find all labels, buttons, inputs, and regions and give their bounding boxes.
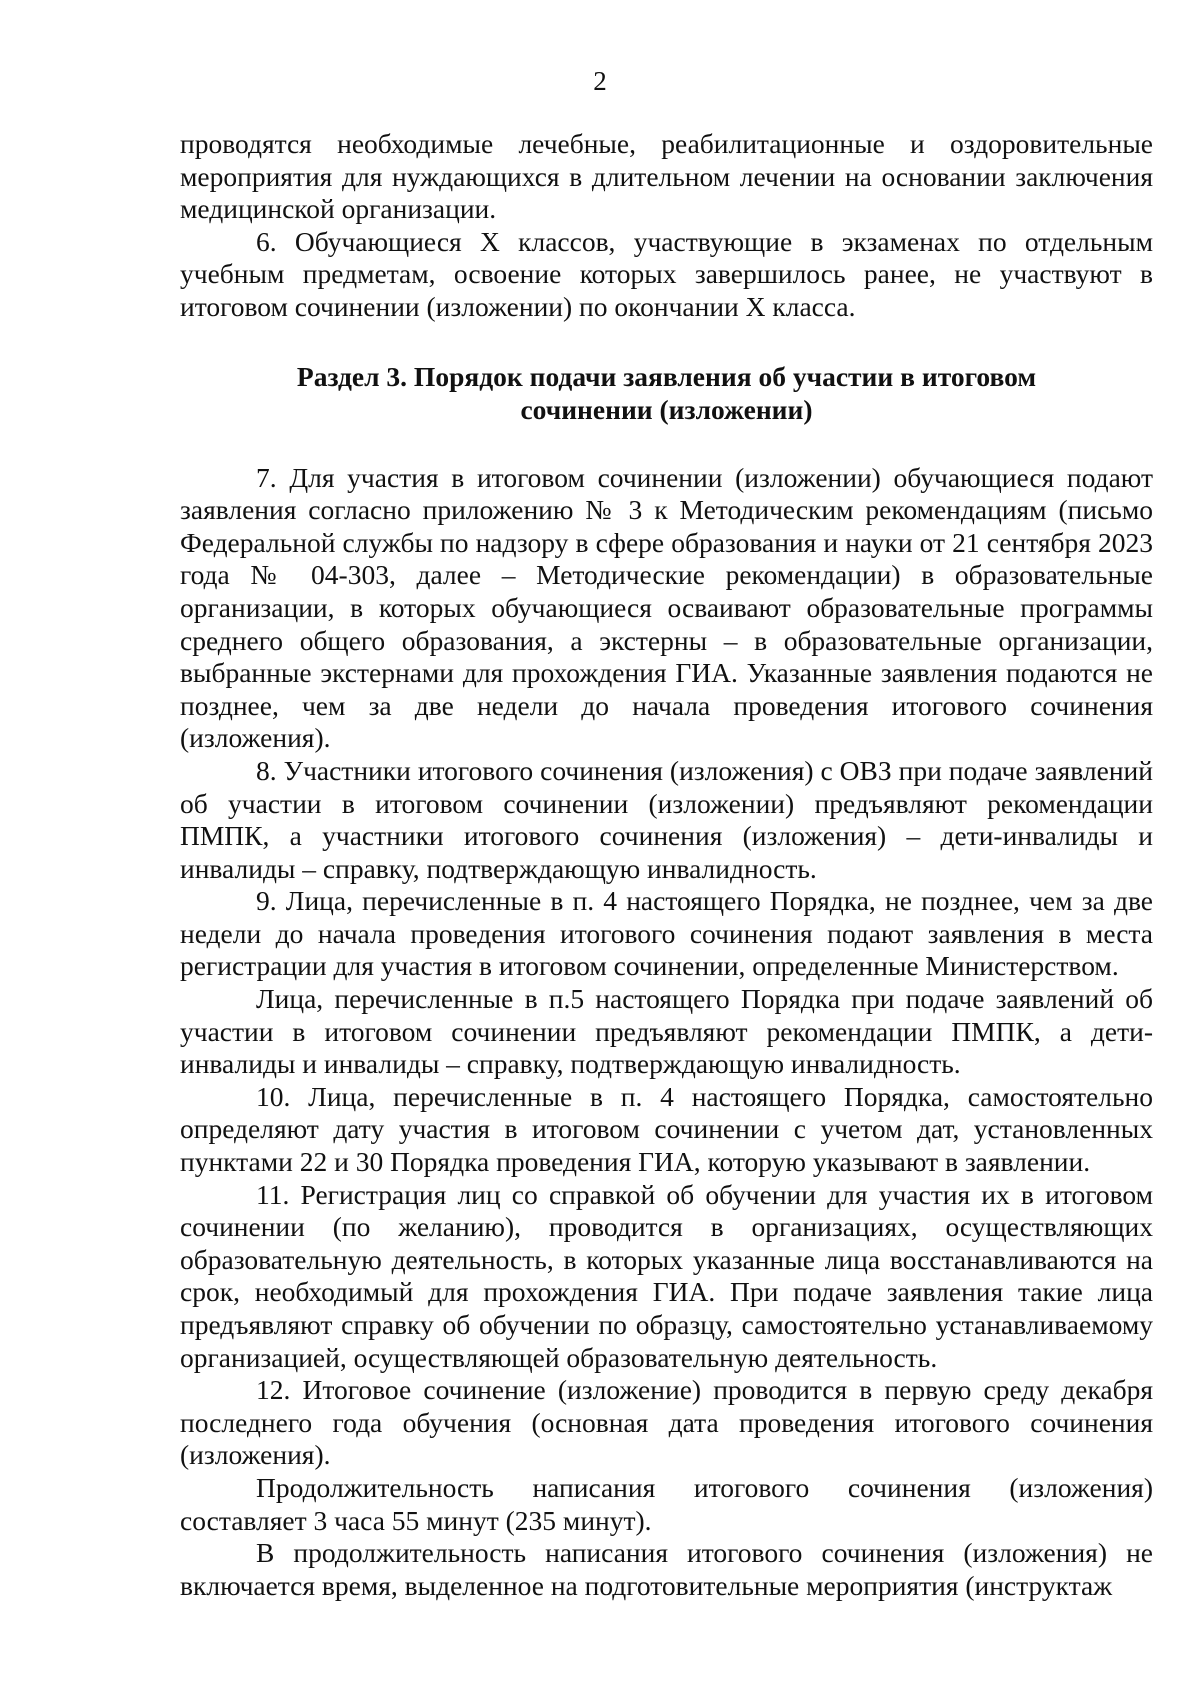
paragraph-6: 6. Обучающиеся X классов, участвующие в экзаменах по отдельным учебным предметам, освоение которых завершилось ранее, не участвуют в итоговом сочинении (изложении) по окончании X класса. bbox=[180, 225, 1153, 322]
paragraph-7: 7. Для участия в итоговом сочинении (изложении) обучающиеся подают заявления согласно приложению № 3 к Методическим рекомендациям (письмо Федеральной службы по надзору в сфере образования и науки от 21 сентября 2023 года № 04-303, далее – Методические рекомендации) в образовательные организации, в которых обучающиеся осваивают образовательные программы среднего общего образования, а экстерны – в образовательные организации, выбранные экстернами для прохождения ГИА. Указанные заявления подаются не позднее, чем за две недели до начала проведения итогового сочинения (изложения). bbox=[180, 461, 1153, 754]
paragraph-12: 12. Итоговое сочинение (изложение) проводится в первую среду декабря последнего года обучения (основная дата проведения итогового сочинения (изложения). bbox=[180, 1374, 1153, 1471]
paragraph-8: 8. Участники итогового сочинения (изложения) с ОВЗ при подаче заявлений об участии в итоговом сочинении (изложении) предъявляют рекомендации ПМПК, а участники итогового сочинения (изложения) – дети-инвалиды и инвалиды – справку, подтверждающую инвалидность. bbox=[180, 754, 1153, 884]
section-title bbox=[180, 360, 1153, 426]
paragraph-continuation: проводятся необходимые лечебные, реабилитационные и оздоровительные мероприятия для нуждающихся в длительном лечении на основании заключения медицинской организации. bbox=[180, 128, 1153, 225]
section-title-line-2: сочинении (изложении) bbox=[520, 393, 813, 425]
paragraph-10: 10. Лица, перечисленные в п. 4 настоящего Порядка, самостоятельно определяют дату участия в итоговом сочинении с учетом дат, установленных пунктами 22 и 30 Порядка проведения ГИА, которую указывают в заявлении. bbox=[180, 1080, 1153, 1178]
paragraph-11: 11. Регистрация лиц со справкой об обучении для участия их в итоговом сочинении (по желанию), проводится в организациях, осуществляющих образовательную деятельность, в которых указанные лица восстанавливаются на срок, необходимый для прохождения ГИА. При подаче заявления такие лица предъявляют справку об обучении по образцу, самостоятельно устанавливаемому организацией, осуществляющей образовательную деятельность. bbox=[180, 1178, 1153, 1373]
paragraph-duration: Продолжительность написания итогового сочинения (изложения) составляет 3 часа 55 минут (235 минут). bbox=[180, 1471, 1153, 1536]
page-number: 2 bbox=[593, 66, 607, 96]
section-title-line-1: Раздел 3. Порядок подачи заявления об участии в итоговом bbox=[296, 360, 1037, 392]
paragraph-9: 9. Лица, перечисленные в п. 4 настоящего Порядка, не позднее, чем за две недели до начала проведения итогового сочинения подают заявления в места регистрации для участия в итоговом сочинении, определенные Министерством. bbox=[180, 885, 1153, 982]
paragraph-duration-exclusions: В продолжительность написания итогового сочинения (изложения) не включается время, выделенное на подготовительные мероприятия (инструктаж bbox=[180, 1537, 1153, 1601]
paragraph-9-second: Лица, перечисленные в п.5 настоящего Порядка при подаче заявлений об участии в итоговом сочинении предъявляют рекомендации ПМПК, а дети-инвалиды и инвалиды – справку, подтверждающую инвалидность. bbox=[180, 983, 1153, 1080]
document-body bbox=[180, 128, 1153, 1602]
